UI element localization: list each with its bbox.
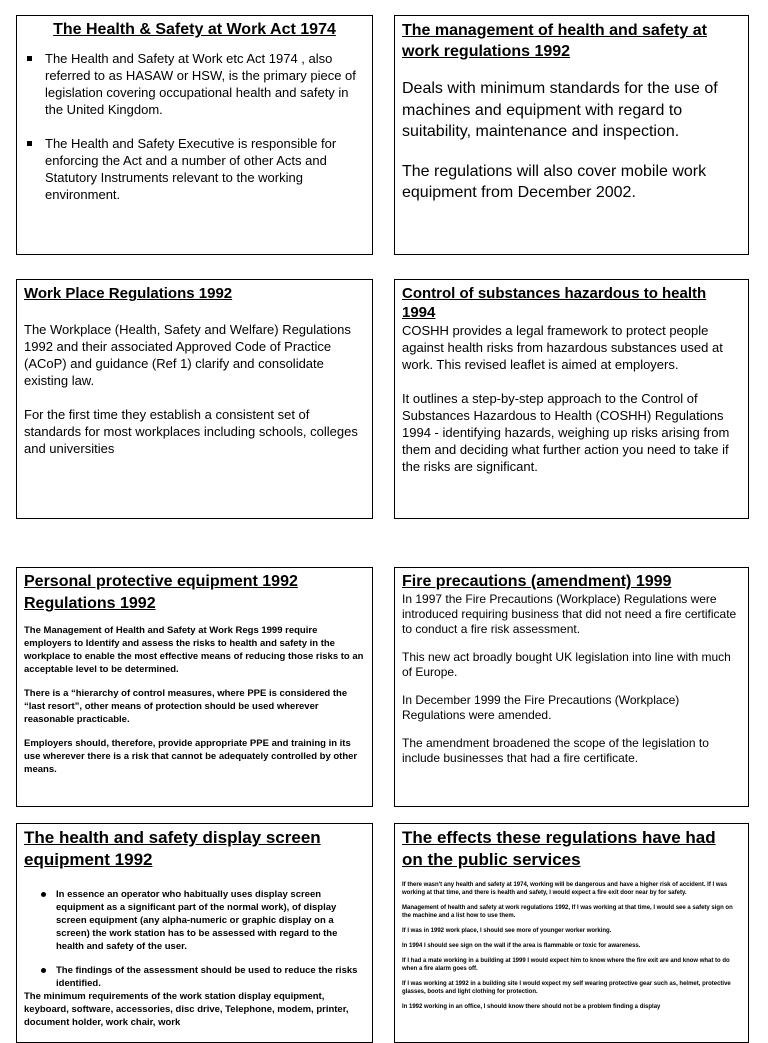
card-paragraph: In 1992 working in an office, I should know there should not be a problem finding a display bbox=[402, 1004, 661, 1010]
card-title: The Health & Safety at Work Act 1974 bbox=[53, 21, 336, 38]
card-paragraph: The regulations will also cover mobile work equipment from December 2002. bbox=[402, 162, 707, 201]
list-item: The Health and Safety at Work etc Act 1974 , also referred to as HASAW or HSW, is the primary piece of legislation covering occupational health and safety in the United Kingdom. bbox=[23, 50, 362, 118]
card-paragraph: Employers should, therefore, provide appropriate PPE and training in its use wherever there is a risk that cannot be adequately controlled by other means. bbox=[24, 738, 358, 775]
card-coshh-1994 bbox=[394, 279, 749, 519]
card-paragraph: This new act broadly bought UK legislation into line with much of Europe. bbox=[402, 650, 731, 679]
card-paragraph: In 1997 the Fire Precautions (Workplace) Regulations were introduced requiring business that did not need a fire certificate to conduct a fire risk assessment. bbox=[402, 592, 737, 636]
bullet-list bbox=[17, 50, 372, 203]
list-item: In essence an operator who habitually uses display screen equipment as a significant part of the normal work), of display screen equipment (any alpha-numeric or graphic display on a screen) the work station has to be assessed with regard to the health and safety of the user. bbox=[24, 888, 364, 953]
card-paragraph: In December 1999 the Fire Precautions (Workplace) Regulations were amended. bbox=[402, 693, 680, 722]
card-title: Personal protective equipment 1992 Regulations 1992 bbox=[24, 573, 298, 612]
card-paragraph: There is a “hierarchy of control measures, where PPE is considered the “last resort”, other means of protection should be used wherever reasonable practicable. bbox=[24, 688, 348, 725]
card-paragraph: The Management of Health and Safety at Work Regs 1999 require employers to Identify and assess the risks to health and safety in the workplace to enable the most effective means of reducing those risks to an acceptable level to be determined. bbox=[24, 625, 364, 675]
list-item: The Health and Safety Executive is responsible for enforcing the Act and a number of other Acts and Statutory Instruments relevant to the working environment. bbox=[23, 135, 362, 203]
card-title: The management of health and safety at work regulations 1992 bbox=[402, 22, 707, 60]
card-workplace-regulations-1992 bbox=[16, 279, 373, 519]
list-item: The findings of the assessment should be used to reduce the risks identified. bbox=[24, 964, 364, 990]
card-title: The effects these regulations have had on the public services bbox=[402, 828, 716, 869]
card-paragraph: Deals with minimum standards for the use of machines and equipment with regard to suitability, maintenance and inspection. bbox=[402, 80, 718, 140]
card-paragraph: The Workplace (Health, Safety and Welfare) Regulations 1992 and their associated Approved Code of Practice (ACoP) and guidance (Ref 1) clarify and consolidate existing law. bbox=[24, 322, 351, 388]
card-paragraph: COSHH provides a legal framework to protect people against health risks from hazardous substances used at work. This revised leaflet is aimed at employers. bbox=[402, 323, 723, 372]
card-paragraph: For the first time they establish a consistent set of standards for most workplaces including schools, colleges and universities bbox=[24, 407, 358, 456]
card-paragraph: Management of health and safety at work regulations 1992, If I was working at that time, I would see a safety sign on the machine and a list how to use them. bbox=[402, 905, 733, 919]
card-paragraph: If there wasn't any health and safety at 1974, working will be dangerous and have a higher risk of accident. If I was working at that time, and there is health and safety, I would expect a fire exit door near by for safety. bbox=[402, 882, 728, 896]
card-display-screen-equipment-1992 bbox=[16, 823, 373, 1043]
card-title: The health and safety display screen equipment 1992 bbox=[24, 828, 321, 869]
card-paragraph: It outlines a step-by-step approach to the Control of Substances Hazardous to Health (COSHH) Regulations 1994 - identifying hazards, weighing up risks arising from them and deciding what further action you need to take if the risks are significant. bbox=[402, 391, 730, 474]
card-paragraph: If I had a mate working in a building at 1999 I would expect him to know where the fire exit are and know what to do when a fire alarm goes off. bbox=[402, 958, 730, 972]
card-title: Control of substances hazardous to health 1994 bbox=[402, 285, 707, 321]
card-title: Fire precautions (amendment) 1999 bbox=[402, 573, 672, 590]
card-management-regulations-1992 bbox=[394, 15, 749, 255]
card-paragraph: In 1994 I should see sign on the wall if the area is flammable or toxic for awareness. bbox=[402, 943, 641, 949]
card-paragraph: If I was in 1992 work place, I should see more of younger worker working. bbox=[402, 928, 612, 934]
card-effects-on-public-services bbox=[394, 823, 749, 1043]
card-paragraph: The minimum requirements of the work station display equipment, keyboard, software, accessories, disc drive, Telephone, modem, printer, document holder, work chair, work bbox=[24, 991, 349, 1028]
card-hasaw-1974 bbox=[16, 15, 373, 255]
card-title: Work Place Regulations 1992 bbox=[24, 285, 233, 302]
card-fire-precautions-1999 bbox=[394, 567, 749, 807]
card-paragraph: If I was working at 1992 in a building site I would expect my self wearing protective gear such as, helmet, protective glasses, boots and light clothing for protection. bbox=[402, 981, 731, 995]
bullet-list bbox=[24, 888, 364, 990]
card-paragraph: The amendment broadened the scope of the legislation to include businesses that had a fire certificate. bbox=[402, 736, 709, 765]
card-ppe-regulations-1992 bbox=[16, 567, 373, 807]
